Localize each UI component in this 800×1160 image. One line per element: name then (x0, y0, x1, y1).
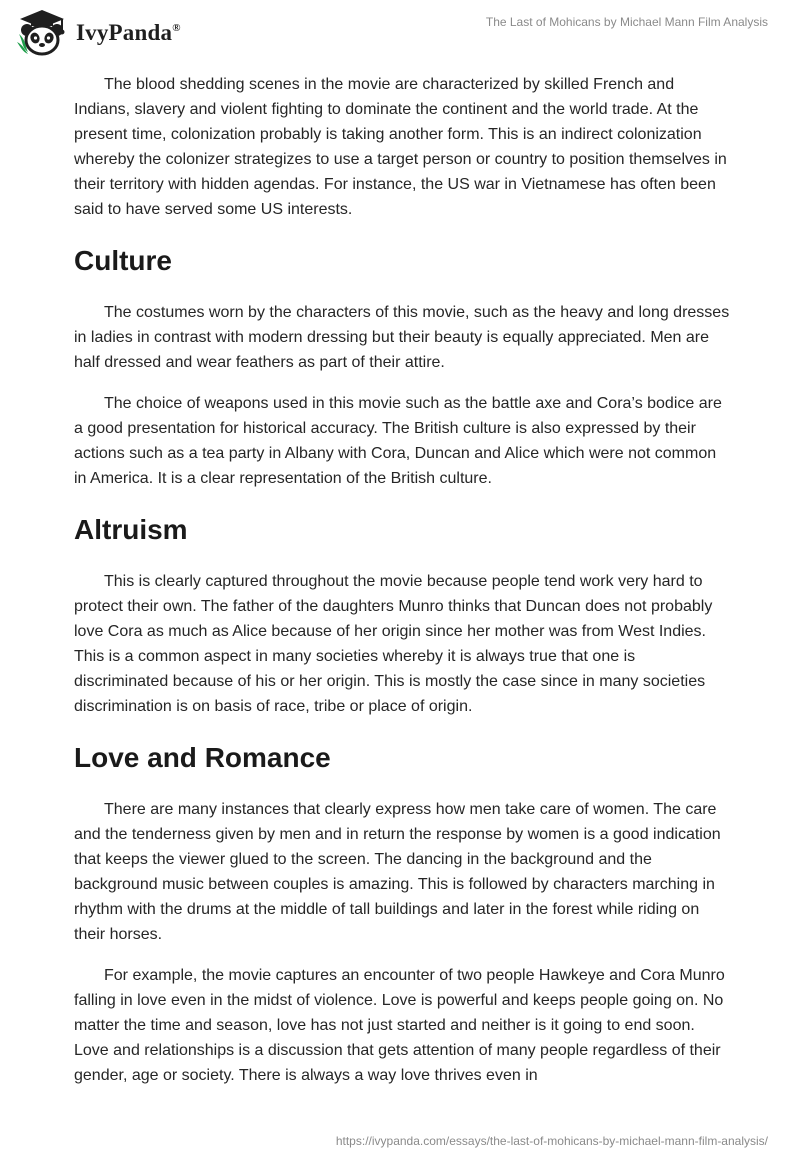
page-header (0, 0, 800, 70)
logo-wordmark: IvyPanda® (76, 20, 181, 45)
panda-graduate-icon (14, 8, 70, 58)
love-paragraph-1: There are many instances that clearly express how men take care of women. The care and the tenderness given by men and in return the response by women is a good indication that keeps the viewer glued to the screen. The dancing in the background and the background music between couples is amazing. This is followed by characters marching in rhythm with the drums at the middle of tall buildings and later in the forest while riding on their horses. (74, 801, 721, 943)
intro-paragraph: The blood shedding scenes in the movie are characterized by skilled French and Indians, slavery and violent fighting to dominate the continent and the world trade. At the present time, colonization probably is taking another form. This is an indirect colonization whereby the colonizer strategizes to use a target person or country to position themselves in their territory with hidden agendas. For instance, the US war in Vietnamese has often been said to have served some US interests. (74, 76, 727, 218)
love-paragraph-2: For example, the movie captures an encounter of two people Hawkeye and Cora Munro falling in love even in the midst of violence. Love is powerful and keeps people going on. No matter the time and season, love has not just started and neither is it going to end soon. Love and relationships is a discussion that gets attention of many people regardless of their gender, age or society. There is always a way love thrives even in (74, 967, 725, 1084)
altruism-paragraph-1: This is clearly captured throughout the movie because people tend work very hard to protect their own. The father of the daughters Munro thinks that Duncan does not probably love Cora as much as Alice because of her origin since her mother was from West Indies. This is a common aspect in many societies whereby it is always true that one is discriminated because of his or her origin. This is mostly the case since in many societies discrimination is on basis of race, tribe or place of origin. (74, 573, 713, 715)
ivypanda-logo[interactable] (14, 8, 181, 58)
source-url-link[interactable]: https://ivypanda.com/essays/the-last-of-mohicans-by-michael-mann-film-analysis/ (335, 1134, 768, 1148)
article-body (74, 72, 730, 1104)
heading-culture: Culture (74, 245, 172, 276)
heading-love-and-romance: Love and Romance (74, 742, 331, 773)
document-title: The Last of Mohicans by Michael Mann Film Analysis (485, 15, 768, 29)
culture-paragraph-2: The choice of weapons used in this movie such as the battle axe and Cora’s bodice are a good presentation for historical accuracy. The British culture is also expressed by their actions such as a tea party in Albany with Cora, Duncan and Alice which were not common in America. It is a clear representation of the British culture. (74, 395, 722, 487)
culture-paragraph-1: The costumes worn by the characters of this movie, such as the heavy and long dresses in ladies in contrast with modern dressing but their beauty is equally appreciated. Men are half dressed and wear feathers as part of their attire. (74, 304, 730, 371)
heading-altruism: Altruism (74, 514, 188, 545)
